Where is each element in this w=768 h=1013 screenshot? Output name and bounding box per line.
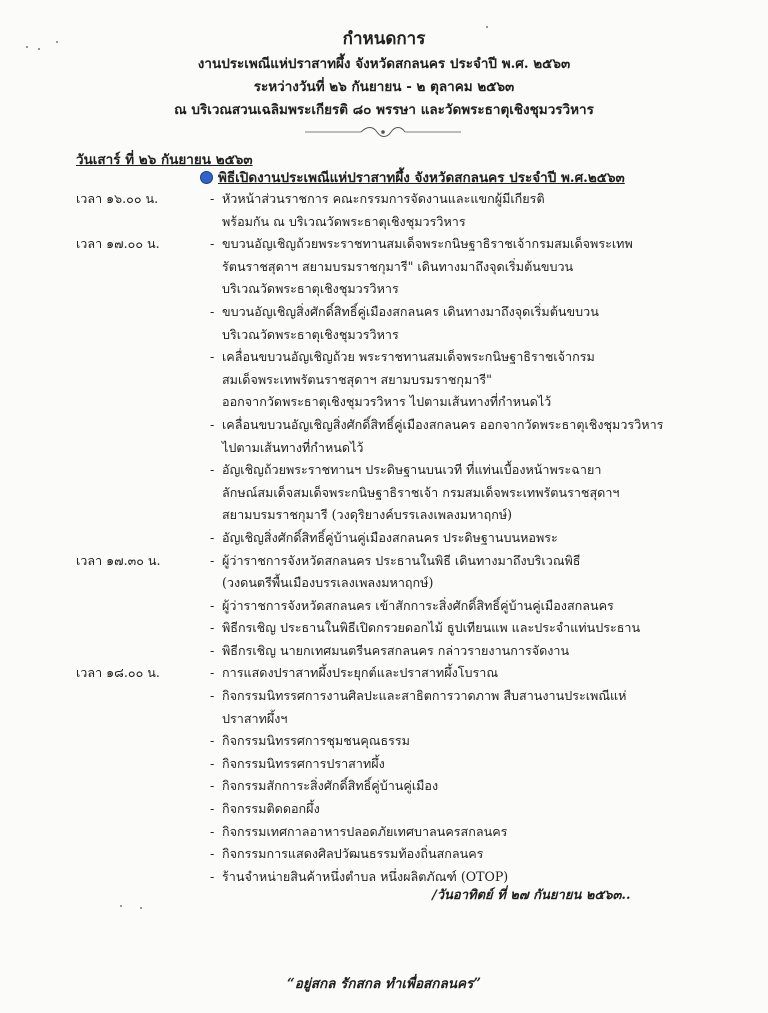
document-title: กำหนดการ bbox=[342, 29, 426, 49]
schedule-item-line: (วงดนตรีพื้นเมืองบรรเลงเพลงมหาฤกษ์) bbox=[222, 575, 434, 591]
schedule-item bbox=[202, 821, 696, 844]
schedule-item bbox=[202, 414, 696, 459]
schedule-item bbox=[202, 301, 696, 346]
slot-time: เวลา ๑๗.๐๐ น. bbox=[76, 236, 160, 252]
schedule-item-line: - กิจกรรมการแสดงศิลปวัฒนธรรมท้องถิ่นสกลนคร bbox=[222, 846, 484, 862]
schedule-item-line: - ผู้ว่าราชการจังหวัดสกลนคร ประธานในพิธี เดินทางมาถึงบริเวณพิธี bbox=[222, 552, 581, 568]
schedule-item bbox=[202, 550, 696, 595]
schedule-item-line: พร้อมกัน ณ บริเวณวัดพระธาตุเชิงชุมวรวิหาร bbox=[222, 213, 466, 229]
schedule-item bbox=[202, 527, 696, 550]
schedule-item bbox=[202, 617, 696, 640]
schedule-item bbox=[202, 730, 696, 753]
blue-bullet-icon bbox=[200, 171, 213, 184]
schedule-slot bbox=[76, 662, 696, 888]
schedule-item-line: - กิจกรรมติดดอกผึ้ง bbox=[222, 801, 320, 817]
event-name: งานประเพณีแห่ปราสาทผึ้ง จังหวัดสกลนคร ประจำปี พ.ศ. ๒๕๖๓ bbox=[197, 56, 571, 72]
schedule-item bbox=[202, 459, 696, 527]
schedule-item-line: - หัวหน้าส่วนราชการ คณะกรรมการจัดงานและแขกผู้มีเกียรติ bbox=[222, 191, 545, 206]
event-venue: ณ บริเวณสวนเฉลิมพระเกียรติ ๘๐ พรรษา และวัดพระธาตุเชิงชุมวรวิหาร bbox=[174, 102, 594, 118]
slot-items bbox=[202, 188, 696, 233]
schedule-item bbox=[202, 662, 696, 685]
schedule-item-line: - ขบวนอัญเชิญถ้วยพระราชทานสมเด็จพระกนิษฐาธิราชเจ้ากรมสมเด็จพระเทพ bbox=[222, 236, 633, 252]
schedule-item-line: - เคลื่อนขบวนอัญเชิญถ้วย พระราชทานสมเด็จพระกนิษฐาธิราชเจ้ากรม bbox=[222, 349, 595, 365]
slot-time: เวลา ๑๗.๓๐ น. bbox=[76, 552, 161, 568]
slogan: “อยู่สกล รักสกล ทำเพื่อสกลนคร” bbox=[286, 976, 482, 992]
schedule-item-line: - กิจกรรมเทศกาลอาหารปลอดภัยเทศบาลนครสกลนคร bbox=[222, 823, 508, 839]
schedule-item-line: ไปตามเส้นทางที่กำหนดไว้ bbox=[222, 439, 364, 455]
schedule-item-line: - อัญเชิญสิ่งศักดิ์สิทธิ์คู่บ้านคู่เมืองสกลนคร ประดิษฐานบนหอพระ bbox=[222, 529, 558, 545]
schedule-item-line: สยามบรมราชกุมารี (วงดุริยางค์บรรเลงเพลงมหาฤกษ์) bbox=[222, 507, 513, 523]
event-dates: ระหว่างวันที่ ๒๖ กันยายน - ๒ ตุลาคม ๒๕๖๓ bbox=[253, 79, 515, 95]
schedule-item bbox=[202, 595, 696, 618]
slot-items bbox=[202, 233, 696, 549]
schedule-slot bbox=[76, 550, 696, 663]
schedule-item-line: - กิจกรรมสักการะสิ่งศักดิ์สิทธิ์คู่บ้านคู่เมือง bbox=[222, 778, 439, 794]
schedule-item-line: - ผู้ว่าราชการจังหวัดสกลนคร เข้าสักการะสิ่งศักดิ์สิทธิ์คู่บ้านคู่เมืองสกลนคร bbox=[222, 597, 614, 613]
schedule-item-line: - พิธีกรเชิญ นายกเทศมนตรีนครสกลนคร กล่าวรายงานการจัดงาน bbox=[222, 642, 570, 658]
schedule-item-line: บริเวณวัดพระธาตุเชิงชุมวรวิหาร bbox=[222, 326, 399, 342]
schedule-item bbox=[202, 233, 696, 301]
ornament-divider bbox=[303, 124, 463, 140]
slot-items bbox=[202, 662, 696, 888]
schedule-item-line: ลักษณ์สมเด็จสมเด็จพระกนิษฐาธิราชเจ้า กรมสมเด็จพระเทพรัตนราชสุดาฯ bbox=[222, 484, 620, 500]
next-day-note: /วันอาทิตย์ ที่ ๒๗ กันยายน ๒๕๖๓.. bbox=[432, 888, 631, 903]
scan-speck bbox=[140, 907, 142, 909]
schedule-item-line: สมเด็จพระเทพรัตนราชสุดาฯ สยามบรมราชกุมารี" bbox=[222, 371, 492, 387]
schedule-item-line: รัตนราชสุดาฯ สยามบรมราชกุมารี" เดินทางมาถึงจุดเริ่มต้นขบวน bbox=[222, 258, 574, 274]
scan-speck bbox=[120, 905, 122, 907]
schedule-item bbox=[202, 346, 696, 414]
schedule-list bbox=[76, 188, 696, 888]
schedule-item-line: - อัญเชิญถ้วยพระราชทานฯ ประดิษฐานบนเวที ที่แท่นเบื้องหน้าพระฉายา bbox=[222, 462, 602, 478]
schedule-item-line: - ขบวนอัญเชิญสิ่งศักดิ์สิทธิ์คู่เมืองสกลนคร เดินทางมาถึงจุดเริ่มต้นขบวน bbox=[222, 303, 599, 319]
schedule-item-line: - เคลื่อนขบวนอัญเชิญสิ่งศักดิ์สิทธิ์คู่เมืองสกลนคร ออกจากวัดพระธาตุเชิงชุมวรวิหาร bbox=[222, 416, 664, 432]
slot-items bbox=[202, 550, 696, 663]
schedule-item bbox=[202, 188, 696, 233]
schedule-item bbox=[202, 685, 696, 730]
schedule-item-line: - กิจกรรมนิทรรศการชุมชนคุณธรรม bbox=[222, 733, 410, 749]
schedule-item bbox=[202, 753, 696, 776]
schedule-item bbox=[202, 640, 696, 663]
schedule-item-line: - กิจกรรมนิทรรศการปราสาทผึ้ง bbox=[222, 755, 385, 771]
schedule-item-line: บริเวณวัดพระธาตุเชิงชุมวรวิหาร bbox=[222, 281, 399, 297]
ceremony-title: พิธีเปิดงานประเพณีแห่ปราสาทผึ้ง จังหวัดสกลนคร ประจำปี พ.ศ.๒๕๖๓ bbox=[218, 170, 625, 186]
ceremony-heading bbox=[200, 166, 625, 188]
schedule-item-line: - ร้านจำหน่ายสินค้าหนึ่งตำบล หนึ่งผลิตภัณฑ์ (OTOP) bbox=[222, 868, 509, 884]
schedule-item-line: ออกจากวัดพระธาตุเชิงชุมวรวิหาร ไปตามเส้นทางที่กำหนดไว้ bbox=[222, 394, 552, 410]
schedule-slot bbox=[76, 233, 696, 549]
slot-time: เวลา ๑๘.๐๐ น. bbox=[76, 665, 160, 681]
schedule-item-line: - พิธีกรเชิญ ประธานในพิธีเปิดกรวยดอกไม้ ธูปเทียนแพ และประจำแท่นประธาน bbox=[222, 620, 641, 636]
schedule-item-line: - การแสดงปราสาทผึ้งประยุกต์และปราสาทผึ้งโบราณ bbox=[222, 665, 499, 681]
schedule-item bbox=[202, 798, 696, 821]
schedule-item bbox=[202, 843, 696, 866]
schedule-item-line: ปราสาทผึ้งฯ bbox=[222, 710, 288, 726]
document-header bbox=[0, 28, 768, 122]
schedule-item-line: - กิจกรรมนิทรรศการงานศิลปะและสาธิตการวาดภาพ สืบสานงานประเพณีแห่ bbox=[222, 688, 627, 704]
slot-time: เวลา ๑๖.๐๐ น. bbox=[76, 191, 159, 206]
day-heading: วันเสาร์ ที่ ๒๖ กันยายน ๒๕๖๓ bbox=[76, 152, 253, 168]
schedule-slot bbox=[76, 188, 696, 233]
schedule-item bbox=[202, 775, 696, 798]
